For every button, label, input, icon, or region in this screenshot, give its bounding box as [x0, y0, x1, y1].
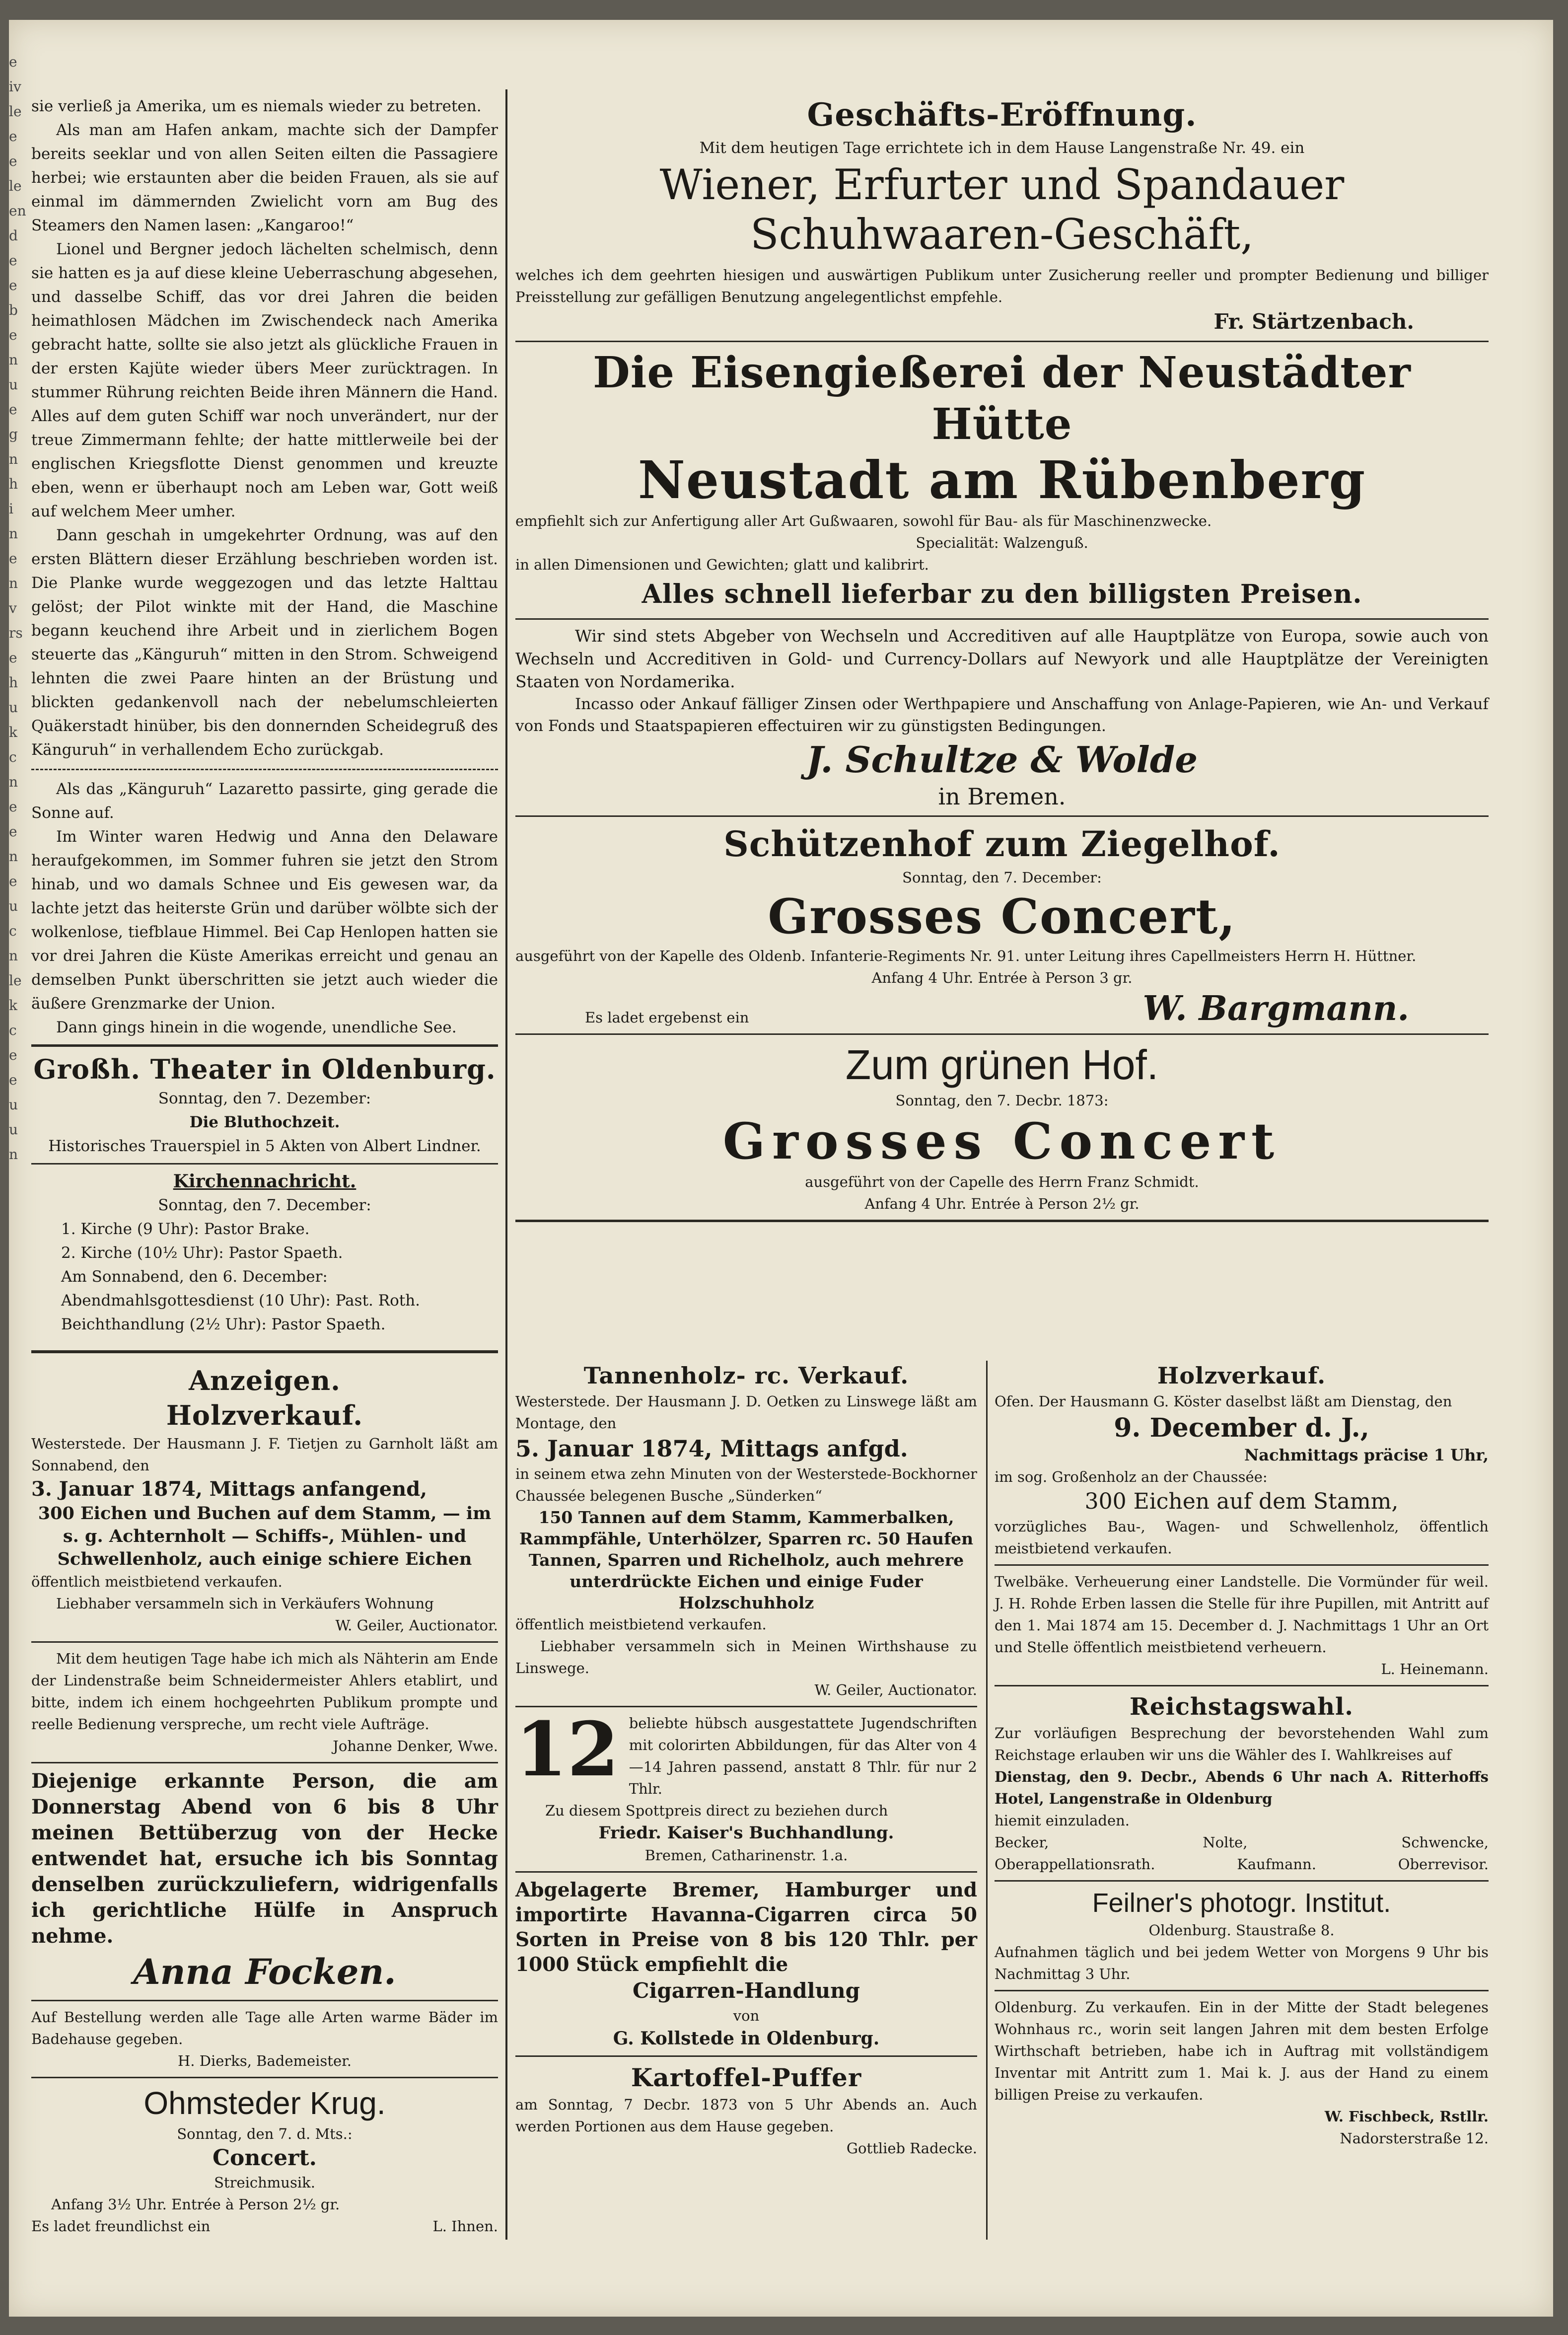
margin-fragment: e — [9, 277, 17, 293]
story-para: Lionel und Bergner jedoch lächelten schelmisch, denn sie hatten es ja auf diese kleine Ueberraschung abgesehen, und dasselbe Schiff, das vor drei Jahren die beiden heimathlosen Mädchen im Zwischendeck nach Amerika gebracht hatte, sollte sie also jetzt als glückliche Frauen in der ersten Kajüte wieder übers Meer zurücktragen. In stummer Rührung reichten Beide ihren Männern die Hand. Alles auf dem guten Schiff war noch unverändert, nur der treue Zimmermann fehlte; der hatte mittlerweile bei der englischen Kriegsflotte Dienst genommen und kreuzte eben, wenn er überhaupt noch am Leben war, Gott weiß auf welchem Meer umher. — [31, 240, 498, 520]
column-rule-sub — [986, 1361, 988, 2240]
margin-fragment: e — [9, 1072, 17, 1088]
reichstag-invite: hiemit einzuladen. — [995, 1812, 1130, 1829]
gruen-concert: Grosses Concert — [722, 1112, 1282, 1170]
baeder-sign: H. Dierks, Bademeister. — [177, 2052, 352, 2069]
divider — [515, 2055, 977, 2057]
ohmsted-sign: L. Ihnen. — [432, 2218, 498, 2235]
schuh-sign: Fr. Stärtzenbach. — [1213, 309, 1414, 334]
margin-fragment: le — [9, 178, 22, 194]
schuh-line: Mit dem heutigen Tage errichtete ich in dem Hause Langenstraße Nr. 49. ein — [699, 139, 1305, 157]
margin-fragment: n — [9, 948, 18, 964]
focken-ad — [31, 1768, 498, 1995]
tannen-meet: Liebhaber versammeln sich in Meinen Wirthshause zu Linswege. — [515, 1638, 977, 1677]
foto-addr: Oldenburg. Staustraße 8. — [1148, 1922, 1335, 1939]
anzeigen-heading: Anzeigen. — [189, 1365, 341, 1396]
margin-fragment: b — [9, 302, 18, 318]
ohmsted-footer — [31, 2215, 498, 2237]
divider — [31, 1044, 498, 1047]
margin-fragment: e — [9, 650, 17, 666]
schuetzen-sign: W. Bargmann. — [1142, 989, 1409, 1028]
margin-fragment: u — [9, 1121, 18, 1138]
gruen-text: ausgeführt von der Capelle des Herrn Franz Schmidt. — [805, 1173, 1199, 1190]
gruen-title: Zum grünen Hof. — [845, 1041, 1159, 1088]
naeh-ad — [31, 1648, 498, 1757]
theater-play: Die Bluthochzeit. — [189, 1113, 340, 1131]
margin-fragment: rs — [9, 625, 23, 641]
reichstag-text: Zur vorläufigen Besprechung der bevorstehenden Wahl zum Reichstage erlauben wir uns die Wähler des I. Wahlkreises auf — [995, 1725, 1489, 1763]
margin-fragment: e — [9, 799, 17, 815]
margin-fragment: e — [9, 327, 17, 343]
eisen-title: Die Eisengießerei der Neustädter Hütte — [593, 348, 1411, 449]
reichstag-names — [995, 1831, 1489, 1853]
theater-date: Sonntag, den 7. Dezember: — [158, 1090, 371, 1107]
zigarren-ad — [515, 1878, 977, 2050]
schuetzen-date: Sonntag, den 7. December: — [902, 869, 1102, 886]
holz1-text: Westerstede. Der Hausmann J. F. Tietjen zu Garnholt läßt am Sonnabend, den — [31, 1435, 498, 1474]
kartoffel-text: am Sonntag, 7 Decbr. 1873 von 5 Uhr Abends an. Auch werden Portionen aus dem Hause gegeben. — [515, 2096, 977, 2135]
holz2-text: Ofen. Der Hausmann G. Köster daselbst läßt am Dienstag, den — [995, 1393, 1452, 1410]
tannen-title: Tannenholz- rc. Verkauf. — [583, 1362, 909, 1389]
buecher-firm: Friedr. Kaiser's Buchhandlung. — [598, 1823, 894, 1843]
church-title: Kirchennachricht. — [173, 1171, 356, 1192]
divider — [995, 1990, 1489, 1991]
eisen-spez: Specialität: Walzenguß. — [916, 534, 1088, 551]
margin-fragment: n — [9, 575, 18, 591]
margin-fragment: g — [9, 426, 18, 442]
margin-fragment: k — [9, 724, 17, 740]
foto-text: Aufnahmen täglich und bei jedem Wetter von Morgens 9 Uhr bis Nachmittag 3 Uhr. — [995, 1944, 1489, 1982]
holz2-date: 9. December d. J., — [1114, 1413, 1369, 1443]
holz1-items: 300 Eichen und Buchen auf dem Stamm, — im s. g. Achternholt — Schiffs-, Mühlen- und Schwellenholz, auch einige schiere Eichen — [38, 1503, 492, 1569]
schuetzen-invite: Es ladet ergebenst ein — [585, 1009, 749, 1026]
reichstag-r3: Oberrevisor. — [1398, 1856, 1489, 1873]
reichstag-roles — [995, 1853, 1489, 1875]
church-k1: 1. Kirche (9 Uhr): Pastor Brake. — [61, 1220, 310, 1238]
schuetzen-ad — [515, 822, 1489, 1028]
divider — [31, 1641, 498, 1643]
zigarren-sign: G. Kollstede in Oldenburg. — [613, 2028, 880, 2049]
eisen-text: empfiehlt sich zur Anfertigung aller Art Gußwaaren, sowohl für Bau- als für Maschinenzwecke. — [515, 512, 1212, 529]
ohmsted-title: Ohmsteder Krug. — [143, 2085, 386, 2121]
ohmsted-concert: Concert. — [213, 2145, 317, 2171]
divider — [995, 1880, 1489, 1882]
schuh-text: welches ich dem geehrten hiesigen und auswärtigen Publikum unter Zusicherung reeller und prompter Bedienung und billiger Preisstellung zur gefälligen Benutzung angelegentlichst empfehle. — [515, 267, 1489, 305]
holz1-title: Holzverkauf. — [166, 1399, 363, 1431]
divider — [515, 341, 1489, 342]
theater-desc: Historisches Trauerspiel in 5 Akten von Albert Lindner. — [48, 1137, 481, 1155]
reichstag-date: Dienstag, den 9. Decbr., Abends 6 Uhr nach A. Ritterhoffs Hotel, Langenstraße in Oldenburg — [995, 1768, 1489, 1807]
tannen-date: 5. Januar 1874, Mittags anfgd. — [515, 1435, 908, 1462]
divider — [31, 1762, 498, 1763]
haus-text: Oldenburg. Zu verkaufen. Ein in der Mitte der Stadt belegenes Wohnhaus rc., worin seit langen Jahren mit dem besten Erfolge Wirthschaft betrieben, habe ich in Auftrag mit vollständigem Inventar mit Antritt zum 1. Mai k. J. aus der Hand zu einem billigen Preise zu verkaufen. — [995, 1999, 1489, 2103]
sub-column-left — [515, 1361, 977, 2159]
story-para: Als man am Hafen ankam, machte sich der Dampfer bereits seeklar und von allen Seiten eilten die Passagiere herbei; wie erstaunten aber die beiden Frauen, als sie auf einmal im dämmernden Zwielicht vorn am Bug des Steamers den Namen lasen: „Kangaroo!“ — [31, 121, 498, 234]
bank-text2: Incasso oder Ankauf fälliger Zinsen oder Werthpapiere und Anschaffung von Anlage-Papieren, wie An- und Verkauf von Fonds und Staatspapieren effectuiren wir zu günstigsten Bedingungen. — [515, 695, 1489, 735]
holz2-title: Holzverkauf. — [1157, 1362, 1326, 1389]
divider — [515, 618, 1489, 620]
story-para: Im Winter waren Hedwig und Anna den Delaware heraufgekommen, im Sommer fuhren sie jetzt den Strom hinab, und wo damals Schnee und Eis gewesen war, da lachte jetzt das heiterste Grün und darüber wölbte sich der wolkenlose, tiefblaue Himmel. Bei Cap Henlopen hatten sie vor drei Jahren die Küste Amerikas erreicht und genau an demselben Punkt überschritten sie jetzt auch wieder die äußere Grenzmarke der Union. — [31, 828, 498, 1013]
schuetzen-concert: Grosses Concert, — [768, 888, 1236, 945]
naeh-sign: Johanne Denker, Wwe. — [333, 1738, 498, 1754]
theater-notice — [31, 1052, 498, 1158]
bank-ad — [515, 625, 1489, 810]
schuetzen-footer — [515, 989, 1489, 1028]
zigarren-von: von — [733, 2007, 760, 2024]
margin-fragment: e — [9, 823, 17, 840]
holz1-date: 3. Januar 1874, Mittags anfangend, — [31, 1477, 428, 1501]
buecher-text2: Zu diesem Spottpreis direct zu beziehen durch — [545, 1802, 888, 1819]
tannen-text: Westerstede. Der Hausmann J. D. Oetken zu Linswege läßt am Montage, den — [515, 1393, 977, 1432]
baeder-text: Auf Bestellung werden alle Tage alle Arten warme Bäder im Badehause gegeben. — [31, 2009, 498, 2047]
divider — [995, 1685, 1489, 1686]
holz2-items2: vorzügliches Bau-, Wagen- und Schwellenholz, öffentlich meistbietend verkaufen. — [995, 1518, 1489, 1557]
newspaper-page — [9, 20, 1553, 2317]
margin-fragment: e — [9, 153, 17, 169]
margin-fragment: u — [9, 1096, 18, 1113]
margin-fragment: u — [9, 898, 18, 914]
margin-fragment: iv — [9, 78, 21, 95]
naeh-text: Mit dem heutigen Tage habe ich mich als Nähterin am Ende der Lindenstraße beim Schneidermeister Ahlers etablirt, und bitte, indem ich einem hochgeehrten Publikum prompte und reelle Bedienung verspreche, um recht viele Aufträge. — [31, 1650, 498, 1733]
divider — [515, 815, 1489, 817]
margin-fragment: v — [9, 600, 17, 616]
ohmsted-invite: Es ladet freundlichst ein — [31, 2218, 211, 2235]
zigarren-firm: Cigarren-Handlung — [632, 1978, 860, 2003]
story-para: Dann gings hinein in die wogende, unendliche See. — [56, 1019, 457, 1036]
buecher-text: beliebte hübsch ausgestattete Jugendschriften mit colorirten Abbildungen, für das Alter von 4—14 Jahren passend, anstatt 8 Thlr. für nur 2 Thlr. — [629, 1715, 977, 1797]
tannen-public: öffentlich meistbietend verkaufen. — [515, 1616, 767, 1633]
divider — [31, 2000, 498, 2001]
church-notice — [31, 1169, 498, 1336]
margin-fragment: n — [9, 451, 18, 467]
sub-column-right — [995, 1361, 1489, 2149]
theater-title: Großh. Theater in Oldenburg. — [33, 1053, 496, 1085]
margin-fragment: n — [9, 774, 18, 790]
margin-fragment: e — [9, 873, 17, 889]
margin-fragment: n — [9, 525, 18, 542]
margin-fragment: k — [9, 997, 17, 1014]
margin-fragment: e — [9, 252, 17, 269]
ohmsted-ad — [31, 2083, 498, 2237]
buecher-addr: Bremen, Catharinenstr. 1.a. — [644, 1847, 848, 1864]
zigarren-text: Abgelagerte Bremer, Hamburger und importirte Havanna-Cigarren circa 50 Sorten in Preise von 8 bis 120 Thlr. per 1000 Stück empfiehlt die — [515, 1879, 977, 1976]
margin-fragment: en — [9, 203, 26, 219]
margin-fragment: e — [9, 128, 17, 145]
kartoffel-title: Kartoffel-Puffer — [631, 2063, 862, 2092]
holz2-items: 300 Eichen auf dem Stamm, — [1084, 1489, 1399, 1514]
ohmsted-date: Sonntag, den 7. d. Mts.: — [177, 2125, 353, 2142]
schuetzen-time: Anfang 4 Uhr. Entrée à Person 3 gr. — [871, 969, 1133, 986]
divider — [31, 1163, 498, 1165]
tannen-sign: W. Geiler, Auctionator. — [814, 1681, 977, 1698]
margin-fragment: n — [9, 352, 18, 368]
section-divider — [31, 769, 498, 770]
bank-city: in Bremen. — [938, 783, 1066, 810]
divider — [995, 1564, 1489, 1566]
schuh-big: Wiener, Erfurter und Spandauer Schuhwaaren-Geschäft, — [659, 160, 1345, 259]
foto-ad — [995, 1887, 1489, 1985]
reichstag-n2: Nolte, — [1203, 1834, 1248, 1851]
schuh-title: Geschäfts-Eröffnung. — [807, 96, 1197, 134]
holz1-public: öffentlich meistbietend verkaufen. — [31, 1573, 283, 1590]
church-k2: 2. Kirche (10½ Uhr): Pastor Spaeth. — [61, 1244, 343, 1262]
kartoffel-ad — [515, 2062, 977, 2159]
reichstag-n1: Becker, — [995, 1834, 1049, 1851]
tannen-text2: in seinem etwa zehn Minuten von der Westerstede-Bockhorner Chaussée belegenen Busche „Sünderken“ — [515, 1465, 977, 1504]
church-abend: Abendmahlsgottesdienst (10 Uhr): Past. Roth. — [61, 1292, 421, 1310]
left-column — [31, 94, 498, 2237]
margin-fragment: c — [9, 923, 17, 939]
divider — [31, 1350, 498, 1353]
reichstag-r2: Kaufmann. — [1237, 1856, 1316, 1873]
haus-addr: Nadorsterstraße 12. — [1340, 2130, 1489, 2147]
holz1-meet: Liebhaber versammeln sich in Verkäufers Wohnung — [56, 1595, 434, 1612]
margin-fragment: c — [9, 749, 17, 765]
reichstag-ad — [995, 1691, 1489, 1875]
holz-ad-2 — [995, 1361, 1489, 1559]
buecher-number: 12 — [515, 1706, 619, 1793]
foto-title: Feilner's photogr. Institut. — [1092, 1888, 1391, 1918]
holz1-sign: W. Geiler, Auctionator. — [335, 1617, 498, 1634]
ohmsted-music: Streichmusik. — [214, 2174, 315, 2191]
church-date: Sonntag, den 7. December: — [158, 1196, 371, 1214]
column-rule-main — [505, 89, 507, 2240]
bank-firm: J. Schultze & Wolde — [806, 738, 1198, 781]
margin-fragment: le — [9, 103, 22, 120]
margin-fragment: e — [9, 54, 17, 70]
margin-fragment: u — [9, 699, 18, 716]
ohmsted-time: Anfang 3½ Uhr. Entrée à Person 2½ gr. — [51, 2196, 340, 2213]
gruen-ad — [515, 1040, 1489, 1215]
gruen-time: Anfang 4 Uhr. Entrée à Person 2½ gr. — [864, 1195, 1140, 1212]
schuetzen-title: Schützenhof zum Ziegelhof. — [723, 823, 1281, 865]
story-para: Dann geschah in umgekehrter Ordnung, was auf den ersten Blättern dieser Erzählung beschrieben worden ist. Die Planke wurde weggezogen und das letzte Halttau gelöst; der Pilot winkte mit der Hand, die Maschine begann keuchend ihre Arbeit und in zierlichem Bogen steuerte das „Känguruh“ mitten in den Strom. Schweigend lehnten die zwei Paare hinten an der Brüstung und blickten gedankenvoll nach der nebelumschleierten Quäkerstadt hinüber, bis den donnernden Scheidegruß des Känguruh“ in verhallendem Echo zurückgab. — [31, 526, 498, 759]
margin-fragment: n — [9, 848, 18, 865]
margin-fragment: d — [9, 227, 18, 244]
focken-sign: Anna Focken. — [133, 1951, 396, 1992]
church-sat: Am Sonnabend, den 6. December: — [61, 1268, 328, 1286]
divider — [515, 1220, 1489, 1222]
schuh-ad — [515, 94, 1489, 336]
story-text — [31, 94, 498, 1039]
margin-fragment: c — [9, 1022, 17, 1038]
reichstag-n3: Schwencke, — [1401, 1834, 1489, 1851]
landstelle-sign: L. Heinemann. — [1381, 1661, 1489, 1678]
gruen-date: Sonntag, den 7. Decbr. 1873: — [895, 1092, 1109, 1109]
kartoffel-sign: Gottlieb Radecke. — [846, 2140, 977, 2157]
schuetzen-text: ausgeführt von der Kapelle des Oldenb. Infanterie-Regiments Nr. 91. unter Leitung ihres Capellmeisters Herrn H. Hüttner. — [515, 948, 1417, 964]
haus-ad — [995, 1996, 1489, 2149]
haus-sign: W. Fischbeck, Rstllr. — [1324, 2108, 1489, 2125]
story-para: sie verließ ja Amerika, um es niemals wieder zu betreten. — [31, 97, 482, 115]
margin-fragment: e — [9, 550, 17, 567]
divider — [31, 2077, 498, 2078]
holz-ad-1 — [31, 1398, 498, 1636]
margin-fragment: u — [9, 376, 18, 393]
margin-fragment: i — [9, 501, 13, 517]
margin-fragment: e — [9, 401, 17, 418]
left-margin-fragments — [9, 50, 26, 1167]
margin-fragment: le — [9, 972, 22, 989]
landstelle-ad — [995, 1571, 1489, 1680]
reichstag-r1: Oberappellationsrath. — [995, 1856, 1155, 1873]
holz2-place: im sog. Großenholz an der Chaussée: — [995, 1468, 1268, 1485]
holz2-time: Nachmittags präcise 1 Uhr, — [1244, 1446, 1489, 1464]
reichstag-title: Reichstagswahl. — [1130, 1693, 1354, 1721]
focken-text: Diejenige erkannte Person, die am Donnerstag Abend von 6 bis 8 Uhr meinen Bettüberzug von der Hecke entwendet hat, ersuche ich bis Sonntag denselben zurückzuliefern, widrigenfalls ich gerichtliche Hülfe in Anspruch nehme. — [31, 1769, 498, 1948]
story-para: Als das „Känguruh“ Lazaretto passirte, ging gerade die Sonne auf. — [31, 780, 498, 822]
eisen-dims: in allen Dimensionen und Gewichten; glatt und kalibrirt. — [515, 556, 929, 573]
baeder-ad — [31, 2006, 498, 2072]
divider — [515, 1033, 1489, 1035]
margin-fragment: n — [9, 1146, 18, 1163]
landstelle-text: Twelbäke. Verheuerung einer Landstelle. Die Vormünder für weil. J. H. Rohde Erben lassen die Stelle für ihre Pupillen, mit Antritt auf den 1. Mai 1874 am 15. December d. J. Nachmittags 1 Uhr an Ort und Stelle öffentlich meistbietend verheuern. — [995, 1573, 1489, 1656]
eisen-place: Neustadt am Rübenberg — [638, 449, 1366, 511]
right-column — [515, 94, 1489, 1227]
tannen-items: 150 Tannen auf dem Stamm, Kammerbalken, Rammpfähle, Unterhölzer, Sparren rc. 50 Haufen Tannen, Sparren und Richelholz, auch mehrere unterdrückte Eichen und einige Fuder Holzschuhholz — [519, 1508, 974, 1612]
margin-fragment: h — [9, 674, 18, 691]
church-beicht: Beichthandlung (2½ Uhr): Pastor Spaeth. — [61, 1315, 386, 1333]
eisen-ad — [515, 347, 1489, 613]
margin-fragment: e — [9, 1047, 17, 1063]
bank-text1: Wir sind stets Abgeber von Wechseln und Accreditiven auf alle Hauptplätze von Europa, sowie auch von Wechseln und Accreditiven in Gold- und Currency-Dollars auf Newyork und alle Hauptplätze der Vereinigten Staaten von Nordamerika. — [515, 626, 1489, 691]
divider — [515, 1871, 977, 1873]
buecher-ad — [515, 1706, 977, 1866]
margin-fragment: h — [9, 476, 18, 492]
eisen-slogan: Alles schnell lieferbar zu den billigsten Preisen. — [641, 579, 1362, 609]
tannen-ad — [515, 1361, 977, 1701]
